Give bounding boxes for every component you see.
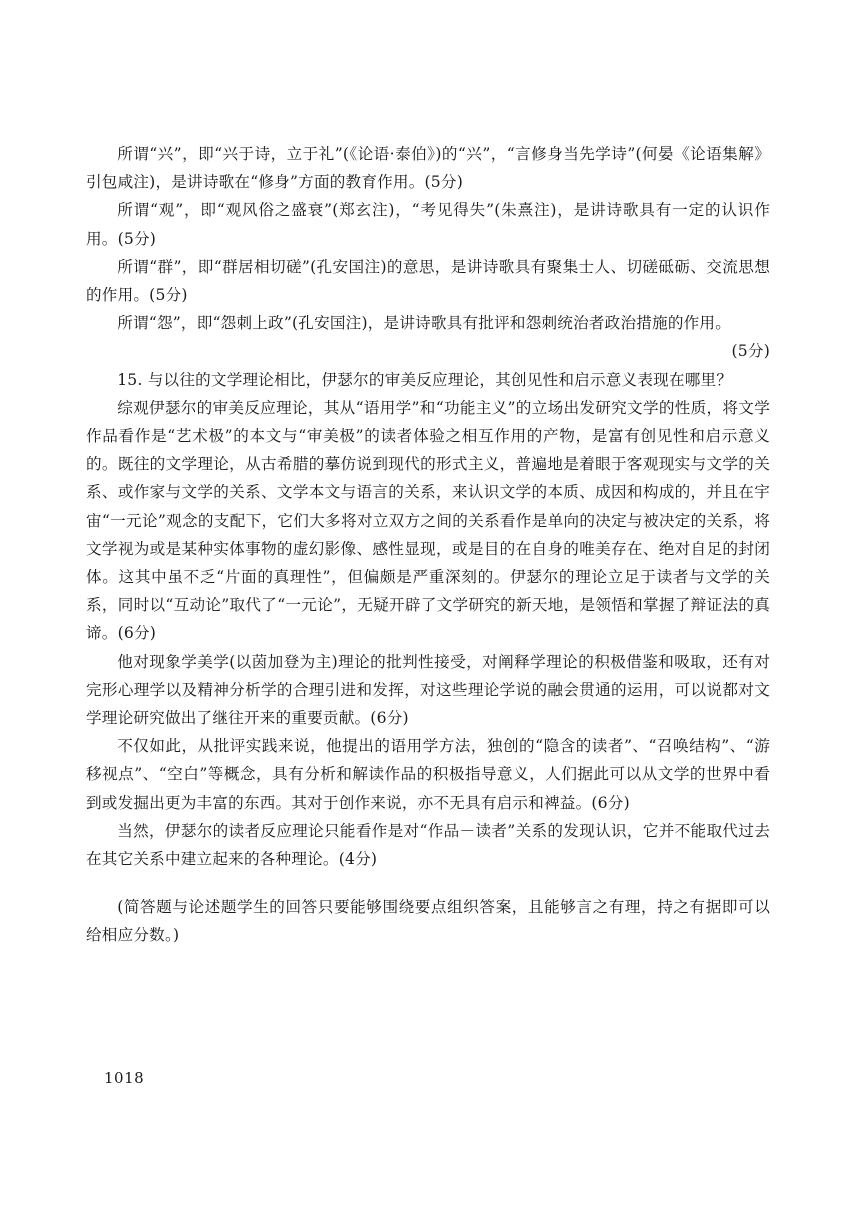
answer-paragraph-limitation: 当然，伊瑟尔的读者反应理论只能看作是对“作品－读者”关系的发现认识，它并不能取代过去在其它关系中建立起来的各种理论。(4分) <box>86 821 770 869</box>
score-label: (5分) <box>731 342 770 361</box>
answer-paragraph-yuan: 所谓“怨”，即“怨刺上政”(孔安国注)，是讲诗歌具有批评和怨刺统治者政治措施的作用。 <box>117 314 732 333</box>
answer-paragraph-qun: 所谓“群”，即“群居相切磋”(孔安国注)的意思，是讲诗歌具有聚集士人、切磋砥砺、交流思想的作用。(5分) <box>86 257 770 305</box>
answer-paragraph-xing: 所谓“兴”，即“兴于诗，立于礼”(《论语·泰伯》)的“兴”，“言修身当先学诗”(何晏《论语集解》引包咸注)，是讲诗歌在“修身”方面的教育作用。(5分) <box>86 145 770 192</box>
page-number: 1018 <box>104 1069 145 1087</box>
answer-content <box>86 140 770 873</box>
answer-paragraph-guan: 所谓“观”，即“观风俗之盛衰”(郑玄注)，“考见得失”(朱熹注)，是讲诗歌具有一定的认识作用。(5分) <box>86 201 770 248</box>
answer-paragraph-practice: 不仅如此，从批评实践来说，他提出的语用学方法，独创的“隐含的读者”、“召唤结构”、“游移视点”、“空白”等概念，具有分析和解读作品的积极指导意义，人们据此可以从文学的世界中看到或发掘出更为丰富的东西。其对于创作来说，亦不无具有启示和裨益。(6分) <box>86 737 770 812</box>
answer-paragraph-overview: 综观伊瑟尔的审美反应理论，其从“语用学”和“功能主义”的立场出发研究文学的性质，将文学作品看作是“艺术极”的本文与“审美极”的读者体验之相互作用的产物，是富有创见性和启示意义的。既往的文学理论，从古希腊的摹仿说到现代的形式主义，普遍地是着眼于客观现实与文学的关系、或作家与文学的关系、文学本文与语言的关系，来认识文学的本质、成因和构成的，并且在宇宙“一元论”观念的支配下，它们大多将对立双方之间的关系看作是单向的决定与被决定的关系，将文学视为或是某种实体事物的虚幻影像、感性显现，或是目的在自身的唯美存在、绝对自足的封闭体。这其中虽不乏“片面的真理性”，但偏颇是严重深刻的。伊瑟尔的理论立足于读者与文学的关系，同时以“互动论”取代了“一元论”，无疑开辟了文学研究的新天地，是领悟和掌握了辩证法的真谛。(6分) <box>86 398 770 643</box>
question-15: 15. 与以往的文学理论相比，伊瑟尔的审美反应理论，其创见性和启示意义表现在哪里？ <box>117 370 733 389</box>
answer-paragraph-contribution: 他对现象学美学(以茵加登为主)理论的批判性接受，对阐释学理论的积极借鉴和吸取，还有对完形心理学以及精神分析学的合理引进和发挥，对这些理论学说的融会贯通的运用，可以说都对文学理论研究做出了继往开来的重要贡献。(6分) <box>86 652 770 728</box>
grading-note: (简答题与论述题学生的回答只要能够围绕要点组织答案，且能够言之有理，持之有据即可以给相应分数。) <box>86 898 770 945</box>
